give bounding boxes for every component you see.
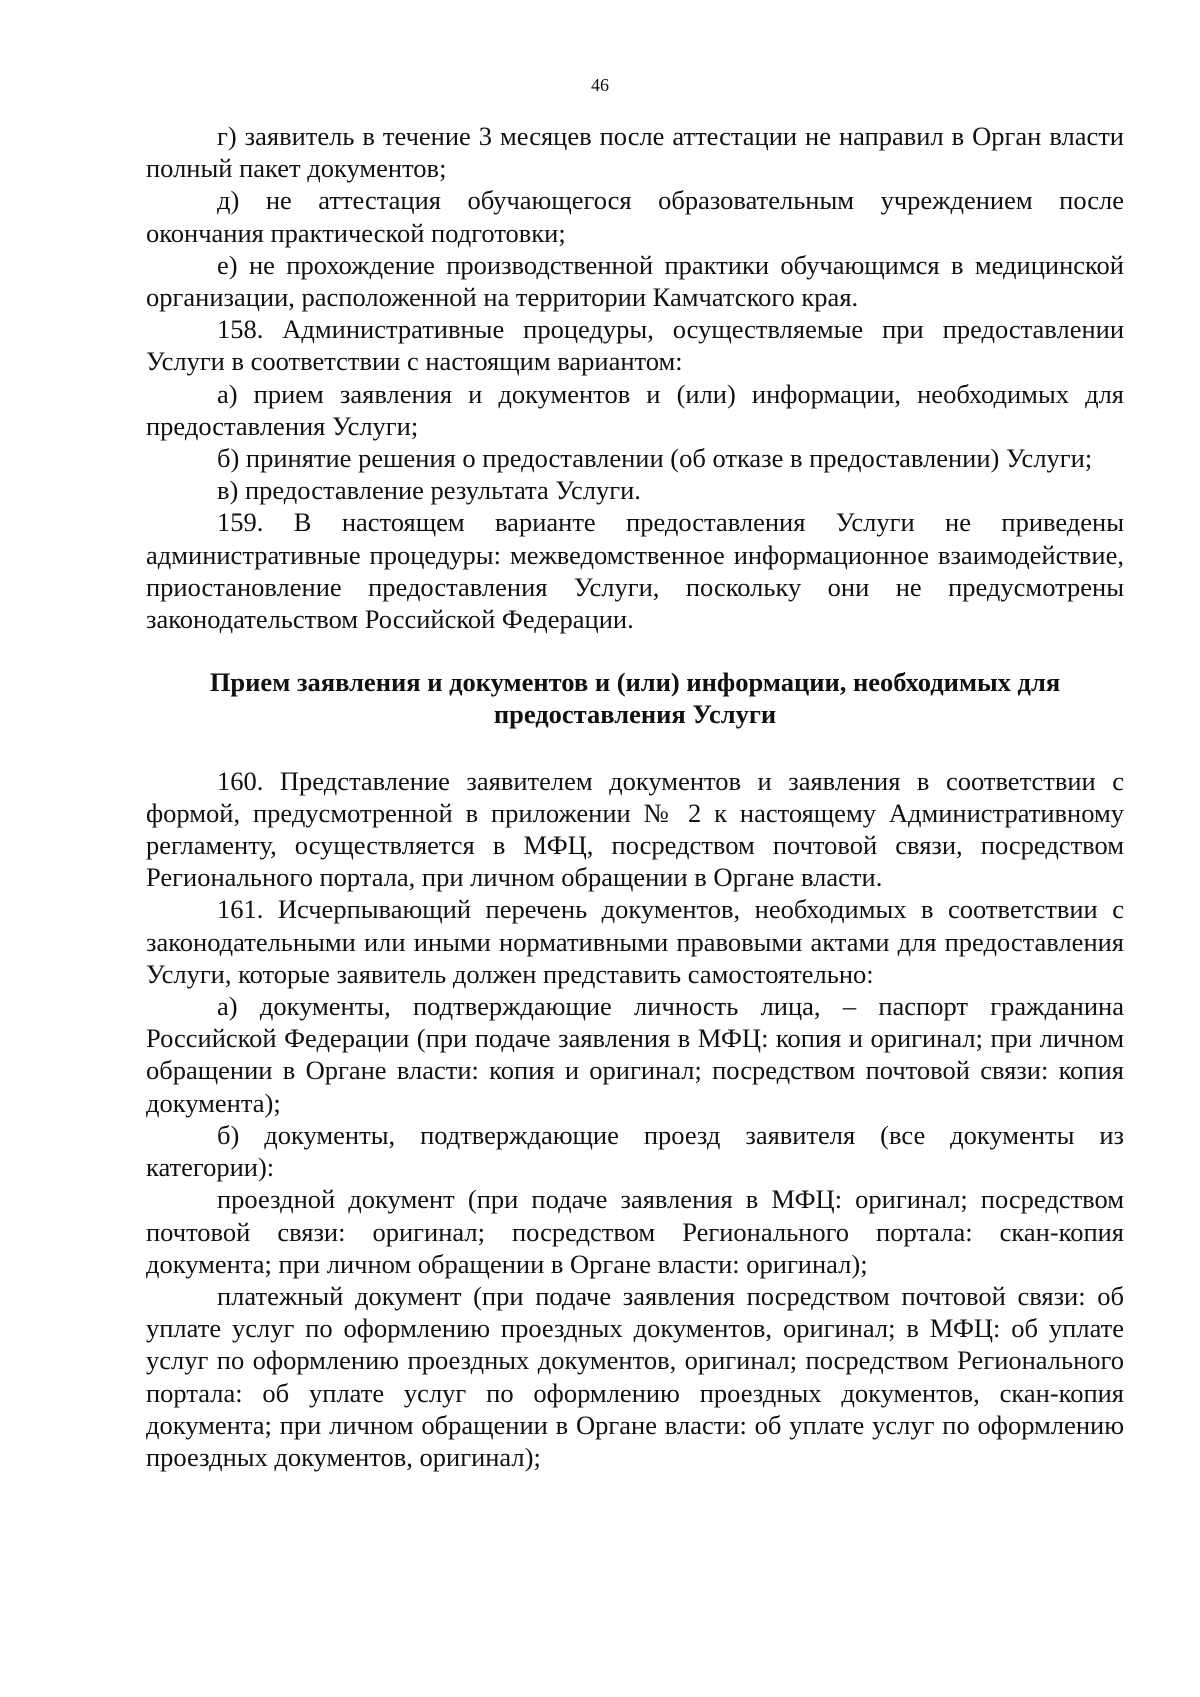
paragraph-160: 160. Представление заявителем документов и заявления в соответствии с формой, предусмотренной в приложении № 2 к настоящему Административному регламенту, осуществляется в МФЦ, посредством почтовой связи, посредством Регионального портала, при личном обращении в Органе власти.: [146, 765, 1124, 893]
document-body: [146, 120, 1124, 1473]
page-number: 46: [591, 75, 609, 95]
paragraph-159: 159. В настоящем варианте предоставления Услуги не приведены административные процедуры: межведомственное информационное взаимодействие, приостановление предоставления Услуги, поскольку они не предусмотрены законодательством Российской Федерации.: [146, 507, 1124, 635]
paragraph-item-g: г) заявитель в течение 3 месяцев после аттестации не направил в Орган власти полный пакет документов;: [146, 121, 1124, 184]
paragraph-payment-document: платежный документ (при подаче заявления посредством почтовой связи: об уплате услуг по оформлению проездных документов, оригинал; в МФЦ: об уплате услуг по оформлению проездных документов, оригинал; посредством Регионального портала: об уплате услуг по оформлению проездных документов, скан-копия документа; при личном обращении в Органе власти: об уплате услуг по оформлению проездных документов, оригинал);: [146, 1280, 1124, 1472]
paragraph-158-a: а) прием заявления и документов и (или) информации, необходимых для предоставления Услуги;: [146, 378, 1124, 441]
paragraph-161: 161. Исчерпывающий перечень документов, необходимых в соответствии с законодательными или иными нормативными правовыми актами для предоставления Услуги, которые заявитель должен представить самостоятельно:: [146, 894, 1124, 989]
paragraph-travel-document: проездной документ (при подаче заявления в МФЦ: оригинал; посредством почтовой связи: оригинал; посредством Регионального портала: скан-копия документа; при личном обращении в Органе власти: оригинал);: [146, 1184, 1124, 1279]
paragraph-item-d: д) не аттестация обучающегося образовательным учреждением после окончания практической подготовки;: [146, 185, 1124, 248]
paragraph-158-v: в) предоставление результата Услуги.: [217, 475, 641, 506]
paragraph-158: 158. Административные процедуры, осуществляемые при предоставлении Услуги в соответствии с настоящим вариантом:: [146, 314, 1124, 377]
paragraph-item-e: е) не прохождение производственной практики обучающимся в медицинской организации, расположенной на территории Камчатского края.: [146, 249, 1124, 313]
section-heading: Прием заявления и документов и (или) информации, необходимых для предоставления Услуги: [209, 667, 1061, 730]
paragraph-161-b: б) документы, подтверждающие проезд заявителя (все документы из категории):: [146, 1119, 1124, 1183]
paragraph-158-b: б) принятие решения о предоставлении (об отказе в предоставлении) Услуги;: [217, 443, 1093, 474]
paragraph-161-a: а) документы, подтверждающие личность лица, – паспорт гражданина Российской Федерации (при подаче заявления в МФЦ: копия и оригинал; при личном обращении в Органе власти: копия и оригинал; посредством почтовой связи: копия документа);: [146, 991, 1124, 1118]
